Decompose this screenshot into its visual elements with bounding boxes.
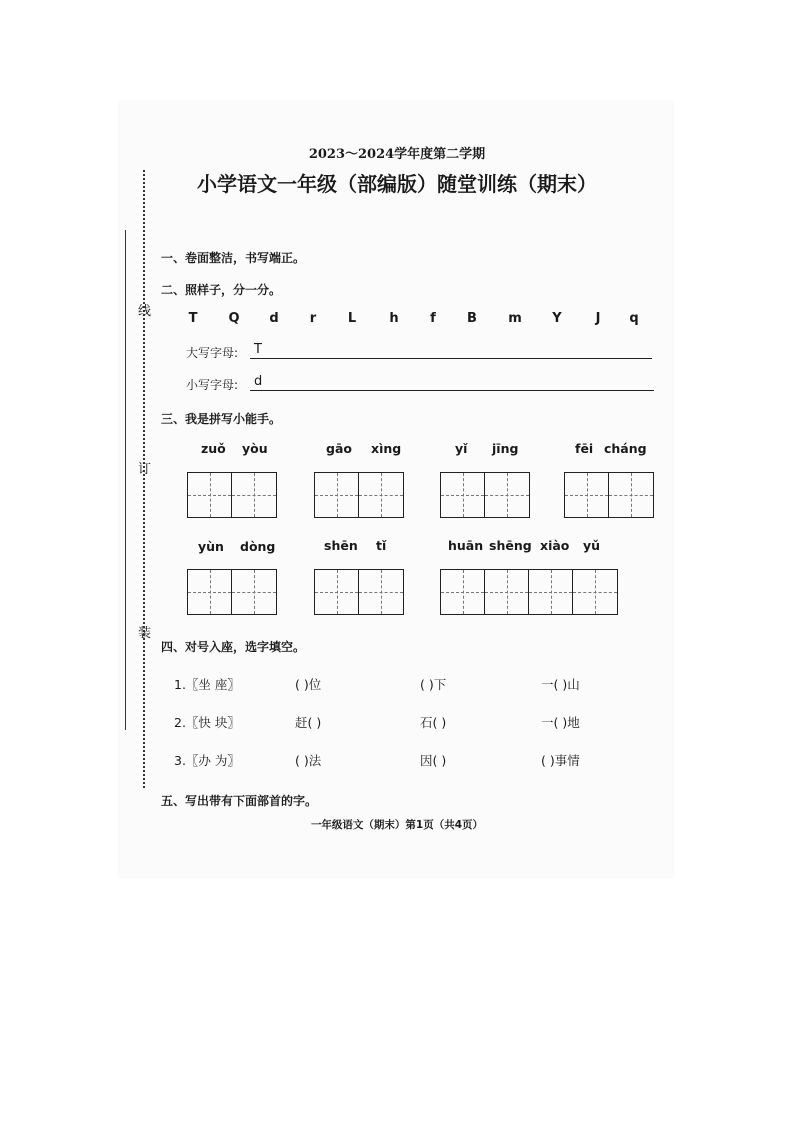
letter-item: B	[467, 311, 477, 326]
uppercase-label: 大写字母:	[186, 346, 239, 360]
writing-grid-feichang[interactable]	[564, 472, 654, 518]
letter-item: Y	[552, 311, 562, 326]
letter-item: q	[629, 311, 639, 326]
pinyin-syllable: yòu	[242, 441, 268, 456]
section4-heading: 四、对号入座，选字填空。	[161, 640, 306, 654]
pinyin-syllable: xiào	[540, 538, 570, 553]
writing-grid-zuoyou[interactable]	[187, 472, 277, 518]
pinyin-syllable: shēn	[324, 538, 358, 553]
letter-item: h	[389, 311, 399, 326]
binding-zhuang-char: 装	[138, 626, 152, 641]
pinyin-syllable: gāo	[326, 441, 352, 456]
writing-grid-gaoxing[interactable]	[314, 472, 404, 518]
section3-heading: 三、我是拼写小能手。	[161, 412, 282, 426]
writing-grid-yundong[interactable]	[187, 569, 277, 615]
lowercase-label: 小写字母:	[186, 378, 239, 392]
pinyin-syllable: zuǒ	[201, 441, 226, 456]
lowercase-answer-line[interactable]	[250, 390, 654, 391]
fill-blank[interactable]: ( )法	[295, 753, 322, 768]
fill-item-label: 2.〖快 块〗	[174, 715, 240, 730]
letter-item: T	[188, 311, 198, 326]
section5-heading: 五、写出带有下面部首的字。	[161, 794, 318, 808]
binding-dotted-line	[143, 170, 145, 788]
fill-blank[interactable]: 赶( )	[295, 715, 322, 730]
letter-item: J	[595, 311, 601, 326]
school-year-line: 2023～2024学年度第二学期	[308, 147, 486, 162]
page-footer: 一年级语文（期末）第1页（共4页）	[310, 819, 484, 831]
writing-grid-huanshengxiaoyu[interactable]	[440, 569, 618, 615]
letter-item: L	[347, 311, 357, 326]
section1-heading: 一、卷面整洁，书写端正。	[161, 251, 306, 265]
pinyin-syllable: shēng	[489, 538, 532, 553]
fill-blank[interactable]: 石( )	[420, 715, 447, 730]
pinyin-syllable: jīng	[492, 441, 519, 456]
fill-item-label: 3.〖办 为〗	[174, 753, 240, 768]
fill-blank[interactable]: ( )事情	[541, 753, 580, 768]
pinyin-syllable: cháng	[604, 441, 647, 456]
pinyin-syllable: xìng	[371, 441, 402, 456]
pinyin-syllable: huān	[448, 538, 484, 553]
page-title: 小学语文一年级（部编版）随堂训练（期末）	[197, 172, 597, 196]
fill-blank[interactable]: ( )下	[420, 677, 447, 692]
letter-item: Q	[228, 311, 240, 326]
pinyin-syllable: yǐ	[455, 441, 468, 456]
pinyin-syllable: dòng	[240, 539, 276, 554]
lowercase-example: d	[254, 374, 263, 389]
writing-grid-yijing[interactable]	[440, 472, 530, 518]
fill-blank[interactable]: 一( )地	[541, 715, 580, 730]
pinyin-syllable: fēi	[575, 441, 594, 456]
letter-item: f	[430, 311, 436, 326]
fill-blank[interactable]: ( )位	[295, 677, 322, 692]
binding-line-char: 线	[138, 304, 152, 319]
binding-ding-char: 订	[138, 462, 152, 477]
pinyin-syllable: yùn	[198, 539, 224, 554]
fill-blank[interactable]: 一( )山	[541, 677, 580, 692]
uppercase-example: T	[254, 342, 262, 357]
pinyin-syllable: yǔ	[583, 538, 601, 553]
uppercase-answer-line[interactable]	[250, 358, 652, 359]
letter-item: r	[309, 311, 317, 326]
binding-left-line	[125, 230, 126, 730]
section2-heading: 二、照样子，分一分。	[161, 283, 282, 297]
writing-grid-shenti[interactable]	[314, 569, 404, 615]
fill-item-label: 1.〖坐 座〗	[174, 677, 240, 692]
letter-item: m	[508, 311, 522, 326]
pinyin-syllable: tǐ	[376, 538, 387, 553]
letter-item: d	[269, 311, 279, 326]
fill-blank[interactable]: 因( )	[420, 753, 447, 768]
